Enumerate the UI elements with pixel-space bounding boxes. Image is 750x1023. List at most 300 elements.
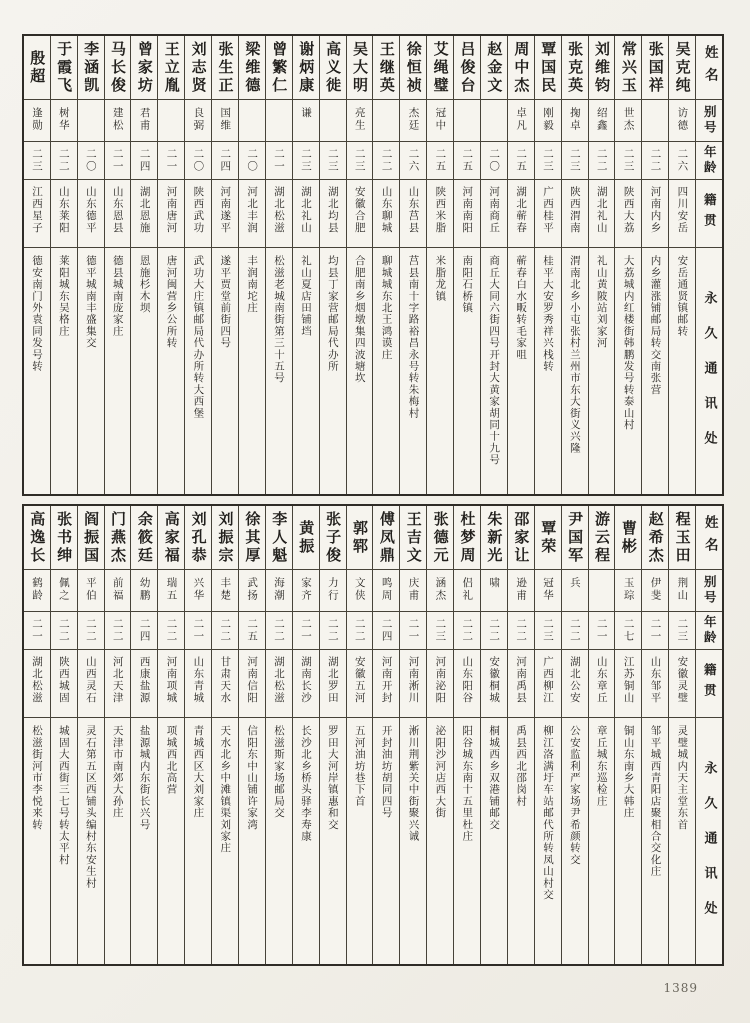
person-alias-cell [669,570,695,612]
person-native-place: 河南遂平 [219,186,232,234]
person-native-place-cell [669,180,695,248]
person-native-place-cell [105,180,131,248]
person-age: 二五 [246,618,259,643]
person-address: 罗田大河岸镇惠和交 [326,725,339,831]
person-age: 二二 [273,618,286,643]
person-address-cell [212,718,238,964]
person-age: 二二 [461,618,474,643]
person-address-cell [373,718,399,964]
header-address-label: 永久通讯处 [701,760,717,936]
header-column-top [695,36,722,494]
header-native-place [696,650,722,718]
person-alias-cell [508,100,534,142]
person-alias-cell [373,100,399,142]
header-address [696,248,722,494]
person-column [77,506,104,964]
person-column [346,36,373,494]
person-address-cell [427,248,453,494]
person-age: 二五 [515,148,528,173]
person-native-place-cell [185,180,211,248]
person-native-place-cell [158,650,184,718]
person-alias-cell [400,100,426,142]
person-alias-cell [454,570,480,612]
person-native-place: 山东德平 [84,186,97,234]
person-alias-cell [669,100,695,142]
person-age-cell [266,612,292,650]
person-native-place: 山东邹平 [649,656,662,704]
person-age: 二〇 [84,148,97,173]
person-name: 常兴玉 [619,40,638,95]
person-age-cell [51,612,77,650]
person-address: 恩施杉木坝 [138,255,151,314]
person-alias-cell [320,100,346,142]
person-age-cell [131,612,157,650]
person-alias: 兵 [568,577,581,590]
person-native-place-cell [239,180,265,248]
person-column [614,506,641,964]
person-column [104,36,131,494]
person-alias-cell [400,570,426,612]
person-native-place: 陕西武功 [192,186,205,234]
person-name: 曾家坊 [135,40,154,95]
person-address-cell [589,718,615,964]
person-address-cell [562,718,588,964]
header-address-label: 永久通讯处 [701,290,717,466]
person-native-place: 山东莱阳 [57,186,70,234]
person-address-cell [642,248,668,494]
person-name: 郭郓 [350,519,369,556]
person-age: 二二 [57,148,70,173]
person-column [238,36,265,494]
person-age: 二二 [649,148,662,173]
person-age-cell [562,142,588,180]
person-address-cell [347,248,373,494]
person-name-cell [185,506,211,570]
person-native-place: 湖北礼山 [299,186,312,234]
header-native-place-label: 籍贯 [702,193,718,234]
person-age: 二一 [31,618,44,643]
person-native-place: 山东章丘 [595,656,608,704]
person-address-cell [454,718,480,964]
person-name-cell [212,36,238,100]
person-age-cell [427,142,453,180]
person-address-cell [535,718,561,964]
person-address: 柳江洛满圩车站邮代所转凤山村交 [541,725,554,901]
person-alias: 逢勋 [31,107,44,132]
person-alias: 建松 [111,107,124,132]
person-native-place-cell [51,180,77,248]
person-native-place: 河北天津 [111,656,124,704]
person-native-place: 陕西渭南 [568,186,581,234]
person-column [50,36,77,494]
person-native-place-cell [400,650,426,718]
person-native-place-cell [266,180,292,248]
person-address-cell [185,718,211,964]
person-alias-cell [320,570,346,612]
person-name-cell [427,36,453,100]
person-address: 桂平大安罗秀祥兴栈转 [541,255,554,372]
person-native-place-cell [589,650,615,718]
person-name: 阎振国 [82,510,101,565]
person-native-place: 山东恩县 [111,186,124,234]
person-name-cell [481,506,507,570]
person-name: 张子俊 [324,510,343,565]
person-address-cell [239,718,265,964]
person-alias: 良弼 [192,107,205,132]
person-name: 刘孔恭 [189,510,208,565]
person-native-place: 湖北罗田 [326,656,339,704]
person-age: 二三 [622,148,635,173]
person-native-place: 湖北蕲春 [515,186,528,234]
person-address: 五河油坊巷下首 [353,725,366,807]
person-age-cell [105,612,131,650]
person-age-cell [373,612,399,650]
person-age: 二一 [407,618,420,643]
person-address-cell [78,248,104,494]
person-native-place: 河南泌阳 [434,656,447,704]
person-column [641,36,668,494]
person-age-cell [427,612,453,650]
person-address-cell [589,248,615,494]
person-age-cell [347,612,373,650]
person-alias-cell [615,570,641,612]
person-native-place-cell [78,650,104,718]
person-native-place: 湖北恩施 [138,186,151,234]
person-alias: 丰楚 [219,577,232,602]
person-address-cell [158,248,184,494]
person-native-place: 山东莒县 [407,186,420,234]
person-alias-cell [562,570,588,612]
person-address-cell [642,718,668,964]
person-alias-cell [293,100,319,142]
person-native-place: 广西桂平 [541,186,554,234]
person-address: 莒县南十字路裕昌永号转朱梅村 [407,255,420,419]
person-address-cell [131,718,157,964]
person-column [534,36,561,494]
person-alias: 前福 [111,577,124,602]
person-name-cell [535,506,561,570]
person-native-place-cell [508,180,534,248]
person-name-cell [24,36,50,100]
person-age: 二三 [541,148,554,173]
person-name: 徐其厚 [243,510,262,565]
person-alias: 世杰 [622,107,635,132]
person-column [50,506,77,964]
person-native-place: 河南唐河 [165,186,178,234]
person-native-place-cell [535,180,561,248]
person-name: 梁维德 [243,40,262,95]
person-alias: 鹤龄 [31,577,44,602]
person-name-cell [78,36,104,100]
person-name-cell [78,506,104,570]
person-age-cell [158,142,184,180]
person-age-cell [454,612,480,650]
person-alias-cell [266,570,292,612]
person-alias-cell [158,100,184,142]
person-alias-cell [454,100,480,142]
person-column [265,506,292,964]
person-address: 遂平贾堂前街四号 [219,255,232,349]
person-name: 余筱廷 [135,510,154,565]
person-age: 二二 [219,618,232,643]
person-alias: 海潮 [273,577,286,602]
person-address-cell [373,248,399,494]
person-column [104,506,131,964]
person-address: 灵石第五区西铺头编村东安生村 [84,725,97,889]
person-age: 二三 [676,618,689,643]
person-column [534,506,561,964]
person-alias-cell [293,570,319,612]
person-name: 周中杰 [512,40,531,95]
person-age-cell [239,612,265,650]
person-alias-cell [105,570,131,612]
person-column [561,506,588,964]
person-alias: 力行 [326,577,339,602]
person-column [480,506,507,964]
person-column [372,506,399,964]
person-column [157,36,184,494]
person-alias: 佩之 [57,577,70,602]
person-native-place-cell [508,650,534,718]
person-column [292,506,319,964]
person-alias-cell [158,570,184,612]
person-age: 二三 [31,148,44,173]
person-alias-cell [212,570,238,612]
person-name-cell [266,506,292,570]
person-address: 阳谷城东南十五里杜庄 [461,725,474,842]
person-address: 莱阳城东吴格庄 [57,255,70,337]
person-address-cell [535,248,561,494]
person-native-place-cell [105,650,131,718]
person-name-cell [212,506,238,570]
person-address-cell [481,248,507,494]
person-age-cell [78,612,104,650]
person-address-cell [508,718,534,964]
person-native-place: 安徽五河 [353,656,366,704]
header-address [696,718,722,964]
person-column [668,506,695,964]
person-name-cell [642,36,668,100]
person-age-cell [373,142,399,180]
person-alias-cell [508,570,534,612]
person-native-place: 江苏铜山 [622,656,635,704]
person-age: 二二 [380,148,393,173]
person-age: 二〇 [488,148,501,173]
person-native-place: 湖北礼山 [595,186,608,234]
person-name: 张生正 [216,40,235,95]
person-native-place: 湖北松滋 [31,656,44,704]
person-address-cell [266,248,292,494]
person-alias-cell [24,100,50,142]
person-native-place: 河北丰润 [246,186,259,234]
person-age: 二〇 [246,148,259,173]
person-name: 曹彬 [619,519,638,556]
person-native-place-cell [212,650,238,718]
person-name: 尹国军 [566,510,585,565]
person-age: 二三 [541,618,554,643]
person-name: 高逸长 [28,510,47,565]
person-address: 淅川荆紫关中街聚兴诚 [407,725,420,842]
person-column [561,36,588,494]
person-name-cell [373,36,399,100]
person-column [453,36,480,494]
person-name: 李人魁 [270,510,289,565]
person-alias: 鸣周 [380,577,393,602]
person-alias: 杰廷 [407,107,420,132]
person-age-cell [347,142,373,180]
person-name: 邵家让 [512,510,531,565]
person-column [507,506,534,964]
header-name-label: 姓名 [701,515,718,560]
person-native-place-cell [454,650,480,718]
person-name: 曾繁仁 [270,40,289,95]
person-name: 覃荣 [539,519,558,556]
person-native-place-cell [239,650,265,718]
person-native-place-cell [158,180,184,248]
person-age-cell [185,142,211,180]
person-age: 二三 [568,148,581,173]
person-age-cell [589,612,615,650]
header-name [696,506,722,570]
person-alias-cell [535,570,561,612]
person-alias: 逊甫 [515,577,528,602]
person-native-place: 山东聊城 [380,186,393,234]
person-address: 城固大西街三七号转太平村 [57,725,70,866]
person-name-cell [562,506,588,570]
person-native-place-cell [24,180,50,248]
person-alias: 家齐 [299,577,312,602]
person-column [588,506,615,964]
person-name-cell [508,36,534,100]
person-address: 大荔城内红楼街韩鹏发号转泰山村 [622,255,635,431]
person-address-cell [669,248,695,494]
person-column [588,36,615,494]
person-address: 铜山东南乡大韩庄 [622,725,635,819]
person-alias-cell [212,100,238,142]
person-alias: 君甫 [138,107,151,132]
person-alias: 国维 [219,107,232,132]
person-address: 南阳石桥镇 [461,255,474,314]
person-address: 泌阳沙河店西大街 [434,725,447,819]
person-address: 桐城西乡双港铺邮交 [488,725,501,831]
person-alias-cell [239,100,265,142]
person-column [157,506,184,964]
person-address: 安岳通贤镇邮转 [676,255,689,337]
person-native-place-cell [185,650,211,718]
person-age: 二五 [461,148,474,173]
person-native-place: 河南淅川 [407,656,420,704]
person-age-cell [508,142,534,180]
person-age-cell [615,612,641,650]
person-name-cell [185,36,211,100]
person-address: 均县丁家营邮局代办所 [326,255,339,372]
person-alias: 树华 [57,107,70,132]
person-native-place: 湖北公安 [568,656,581,704]
person-name-cell [51,36,77,100]
person-age-cell [669,612,695,650]
person-age-cell [562,612,588,650]
person-native-place: 西康盐源 [138,656,151,704]
person-alias-cell [589,570,615,612]
person-native-place: 江西星子 [31,186,44,234]
person-column [668,36,695,494]
person-native-place-cell [589,180,615,248]
person-address: 丰润南坨庄 [246,255,259,314]
person-column [372,36,399,494]
person-native-place: 安徽灵璧 [676,656,689,704]
person-age: 二一 [273,148,286,173]
person-age: 二四 [138,148,151,173]
person-alias-cell [615,100,641,142]
person-alias-cell [78,100,104,142]
person-address: 天水北乡中滩镇渠刘家庄 [219,725,232,854]
person-alias-cell [562,100,588,142]
person-native-place: 河南项城 [165,656,178,704]
person-address: 渭南北乡小屯张村兰州市东大街义兴隆 [568,255,581,454]
person-name-cell [589,36,615,100]
person-address: 章丘城东巡检庄 [595,725,608,807]
person-native-place-cell [481,180,507,248]
person-age-cell [481,612,507,650]
person-column [238,506,265,964]
person-address-cell [427,718,453,964]
person-age: 二一 [192,618,205,643]
person-name: 门燕杰 [108,510,127,565]
person-alias: 兴华 [192,577,205,602]
person-age-cell [24,142,50,180]
person-native-place: 湖北均县 [326,186,339,234]
person-native-place-cell [615,650,641,718]
person-address: 合肥南乡烟墩集四波塘坎 [353,255,366,384]
person-age-cell [78,142,104,180]
person-alias: 庆甫 [407,577,420,602]
person-age: 二三 [353,148,366,173]
person-address-cell [51,718,77,964]
person-address-cell [293,248,319,494]
person-address-cell [24,718,50,964]
person-column [184,506,211,964]
person-name: 刘振宗 [216,510,235,565]
person-alias: 玉琮 [622,577,635,602]
person-column [211,36,238,494]
person-native-place: 河南信阳 [246,656,259,704]
person-age-cell [481,142,507,180]
person-alias-cell [185,100,211,142]
person-native-place-cell [373,180,399,248]
person-address: 礼山黄陂站刘家河 [595,255,608,349]
person-alias-cell [51,570,77,612]
person-column [211,506,238,964]
person-name-cell [427,506,453,570]
person-age-cell [320,612,346,650]
person-address-cell [562,248,588,494]
person-age-cell [105,142,131,180]
person-name: 杜梦周 [458,510,477,565]
person-alias-cell [105,100,131,142]
person-name-cell [320,36,346,100]
page-number: 1389 [663,981,698,995]
person-address: 盐源城内东街长兴号 [138,725,151,831]
person-name: 张国祥 [646,40,665,95]
person-address: 内乡灌涨铺邮局转交南张营 [649,255,662,396]
person-address: 德平城南丰盛集交 [84,255,97,349]
person-age-cell [589,142,615,180]
person-native-place: 河南禹县 [515,656,528,704]
person-name-cell [24,506,50,570]
person-alias: 访德 [676,107,689,132]
person-alias-cell [185,570,211,612]
person-column [319,506,346,964]
